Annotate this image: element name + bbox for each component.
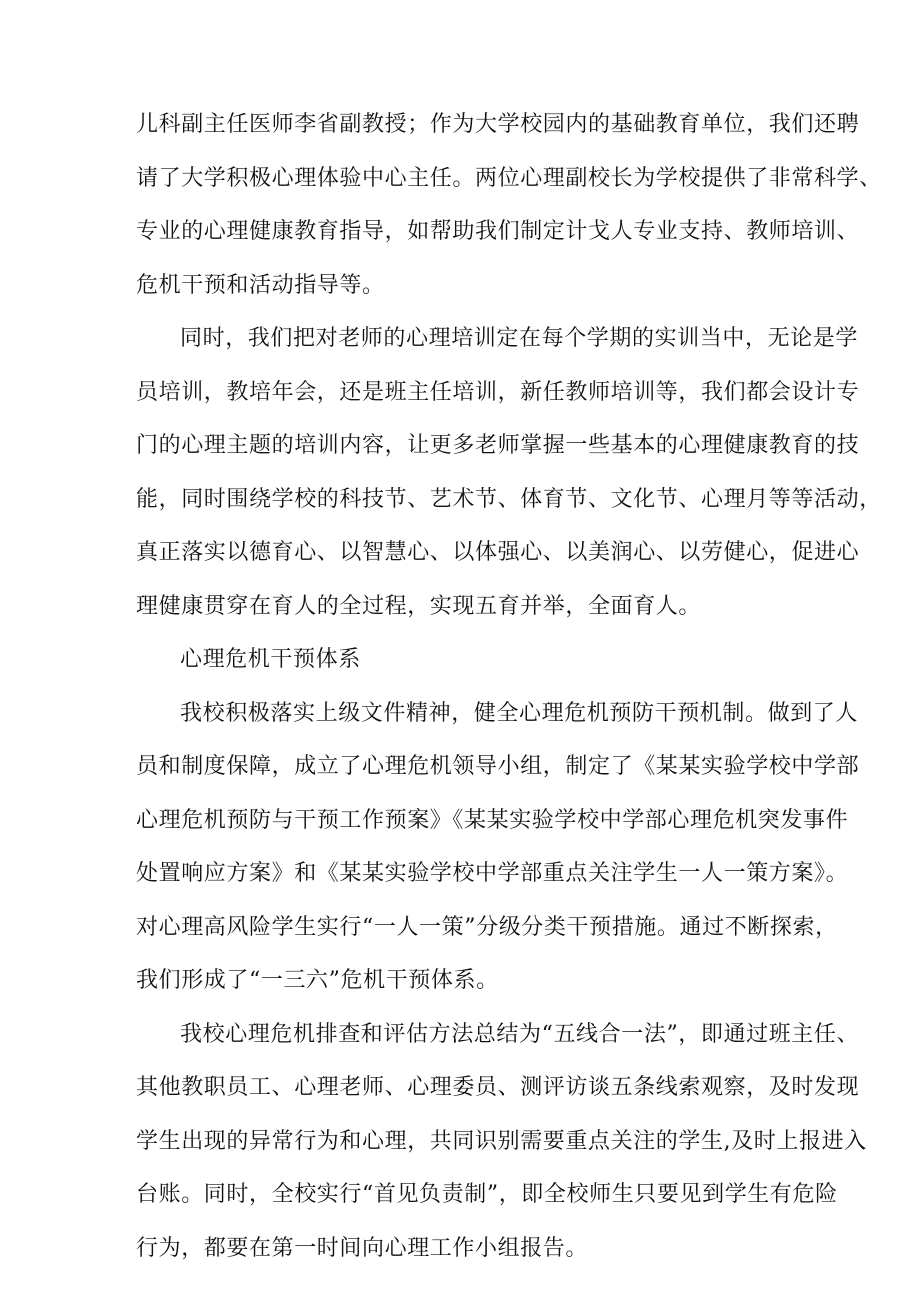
text-line: 专业的心理健康教育指导，如帮助我们制定计戈人专业支持、教师培训、: [136, 219, 860, 244]
text-line: 理健康贯穿在育人的全过程，实现五育并举，全面育人。: [136, 593, 702, 619]
text-line: 其他教职员工、心理老师、心理委员、测评访谈五条线索观察，及时发现: [136, 1075, 860, 1100]
text-line: 对心理高风险学生实行“一人一策”分级分类干预措施。通过不断探索，: [136, 914, 838, 940]
text-line: 台账。同时，全校实行“首见负责制”，即全校师生只要见到学生有危险: [136, 1182, 838, 1207]
text-line: 处置响应方案》和《某某实验学校中学部重点关注学生一人一策方案》。: [136, 861, 849, 886]
text-line: 同时，我们把对老师的心理培训定在每个学期的实训当中，无论是学: [180, 326, 859, 351]
text-line: 员和制度保障，成立了心理危机领导小组，制定了《某某实验学校中学部: [136, 754, 860, 779]
text-line: 门的心理主题的培训内容，让更多老师掌握一些基本的心理健康教育的技: [136, 433, 860, 458]
text-line: 我们形成了“一三六”危机干预体系。: [136, 968, 499, 993]
section-heading: 心理危机干预体系: [180, 647, 361, 672]
text-line: 学生出现的异常行为和心理，共同识别需要重点关注的学生,及时上报进入: [136, 1128, 867, 1154]
text-line: 能，同时围绕学校的科技节、艺术节、体育节、文化节、心理月等等活动，: [136, 486, 882, 512]
text-line: 行为，都要在第一时间向心理工作小组报告。: [136, 1235, 589, 1261]
text-line: 我校心理危机排查和评估方法总结为“五线合一法”，即通过班主任、: [180, 1021, 860, 1047]
text-line: 危机干预和活动指导等。: [136, 272, 385, 298]
text-line: 员培训，教培年会，还是班主任培训，新任教师培训等，我们都会设计专: [136, 379, 860, 405]
text-line: 我校积极落实上级文件精神，健全心理危机预防干预机制。做到了人: [180, 700, 859, 726]
text-line: 心理危机预防与干预工作预案》《某某实验学校中学部心理危机突发事件: [136, 807, 849, 833]
text-line: 请了大学积极心理体验中心主任。两位心理副校长为学校提供了非常科学、: [136, 165, 882, 191]
text-line: 儿科副主任医师李省副教授；作为大学校园内的基础教育单位，我们还聘: [136, 112, 860, 137]
text-line: 真正落实以德育心、以智慧心、以体强心、以美润心、以劳健心，促进心: [136, 540, 860, 565]
